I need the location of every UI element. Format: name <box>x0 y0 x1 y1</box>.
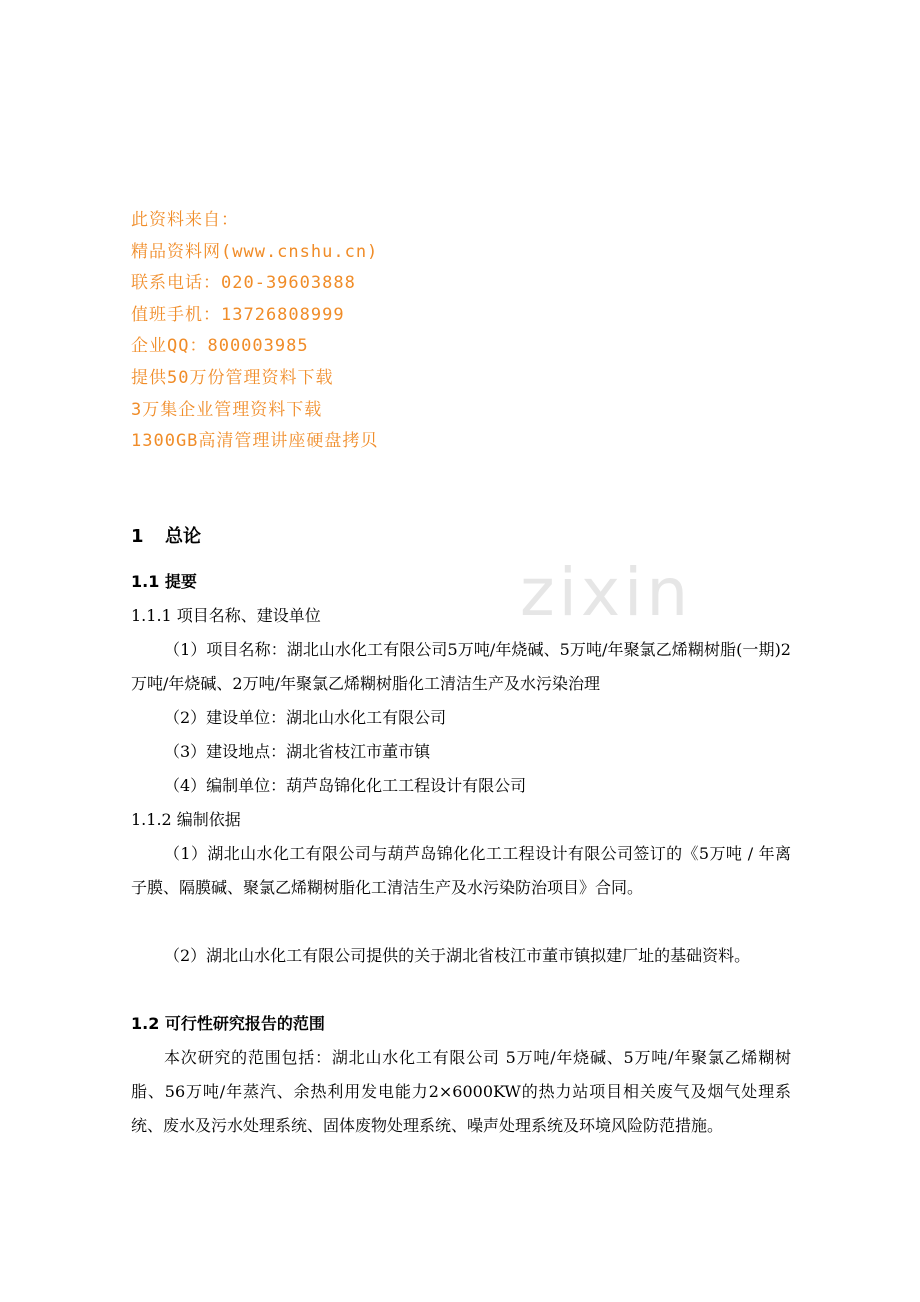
paragraph-construction-site: （3）建设地点：湖北省枝江市董市镇 <box>164 742 431 761</box>
section-heading-1-2: 1.2 可行性研究报告的范围 <box>131 1014 325 1033</box>
ad-line-website: 精品资料网(www.cnshu.cn) <box>131 241 379 262</box>
paragraph-project-name: （1）项目名称：湖北山水化工有限公司5万吨/年烧碱、5万吨/年聚氯乙烯糊树脂(一期)2万吨/年烧碱、2万吨/年聚氯乙烯糊树脂化工清洁生产及水污染治理 <box>131 640 791 693</box>
subsection-heading-1-1-2: 1.1.2 编制依据 <box>131 810 241 829</box>
ad-line-offer-2: 3万集企业管理资料下载 <box>131 399 323 420</box>
paragraph-study-scope: 本次研究的范围包括：湖北山水化工有限公司 5万吨/年烧碱、5万吨/年聚氯乙烯糊树脂、56万吨/年蒸汽、余热利用发电能力2×6000KW的热力站项目相关废气及烟气处理系统、废水及污水处理系统、固体废物处理系统、噪声处理系统及环境风险防范措施。 <box>131 1048 791 1135</box>
ad-line-source: 此资料来自： <box>131 210 239 230</box>
ad-line-phone: 联系电话：020-39603888 <box>131 273 356 294</box>
ad-line-offer-1: 提供50万份管理资料下载 <box>131 367 334 388</box>
chapter-number: 1 <box>131 526 144 547</box>
paragraph-site-data-basis: （2）湖北山水化工有限公司提供的关于湖北省枝江市董市镇拟建厂址的基础资料。 <box>164 946 751 965</box>
ad-line-offer-3: 1300GB高清管理讲座硬盘拷贝 <box>131 431 379 452</box>
paragraph-compiling-unit: （4）编制单位：葫芦岛锦化化工工程设计有限公司 <box>164 776 527 795</box>
paragraph-construction-unit: （2）建设单位：湖北山水化工有限公司 <box>164 708 447 727</box>
watermark: zixin <box>520 554 693 631</box>
ad-line-mobile: 值班手机：13726808999 <box>131 304 345 325</box>
chapter-heading <box>131 520 201 554</box>
source-ad-block <box>131 205 831 458</box>
chapter-title: 总论 <box>165 526 201 547</box>
paragraph-contract-basis: （1）湖北山水化工有限公司与葫芦岛锦化化工工程设计有限公司签订的《5万吨 / 年离子膜、隔膜碱、聚氯乙烯糊树脂化工清洁生产及水污染防治项目》合同。 <box>131 844 791 897</box>
ad-line-qq: 企业QQ：800003985 <box>131 336 309 357</box>
subsection-heading-1-1-1: 1.1.1 项目名称、建设单位 <box>131 606 321 625</box>
section-heading-1-1: 1.1 提要 <box>131 572 197 591</box>
